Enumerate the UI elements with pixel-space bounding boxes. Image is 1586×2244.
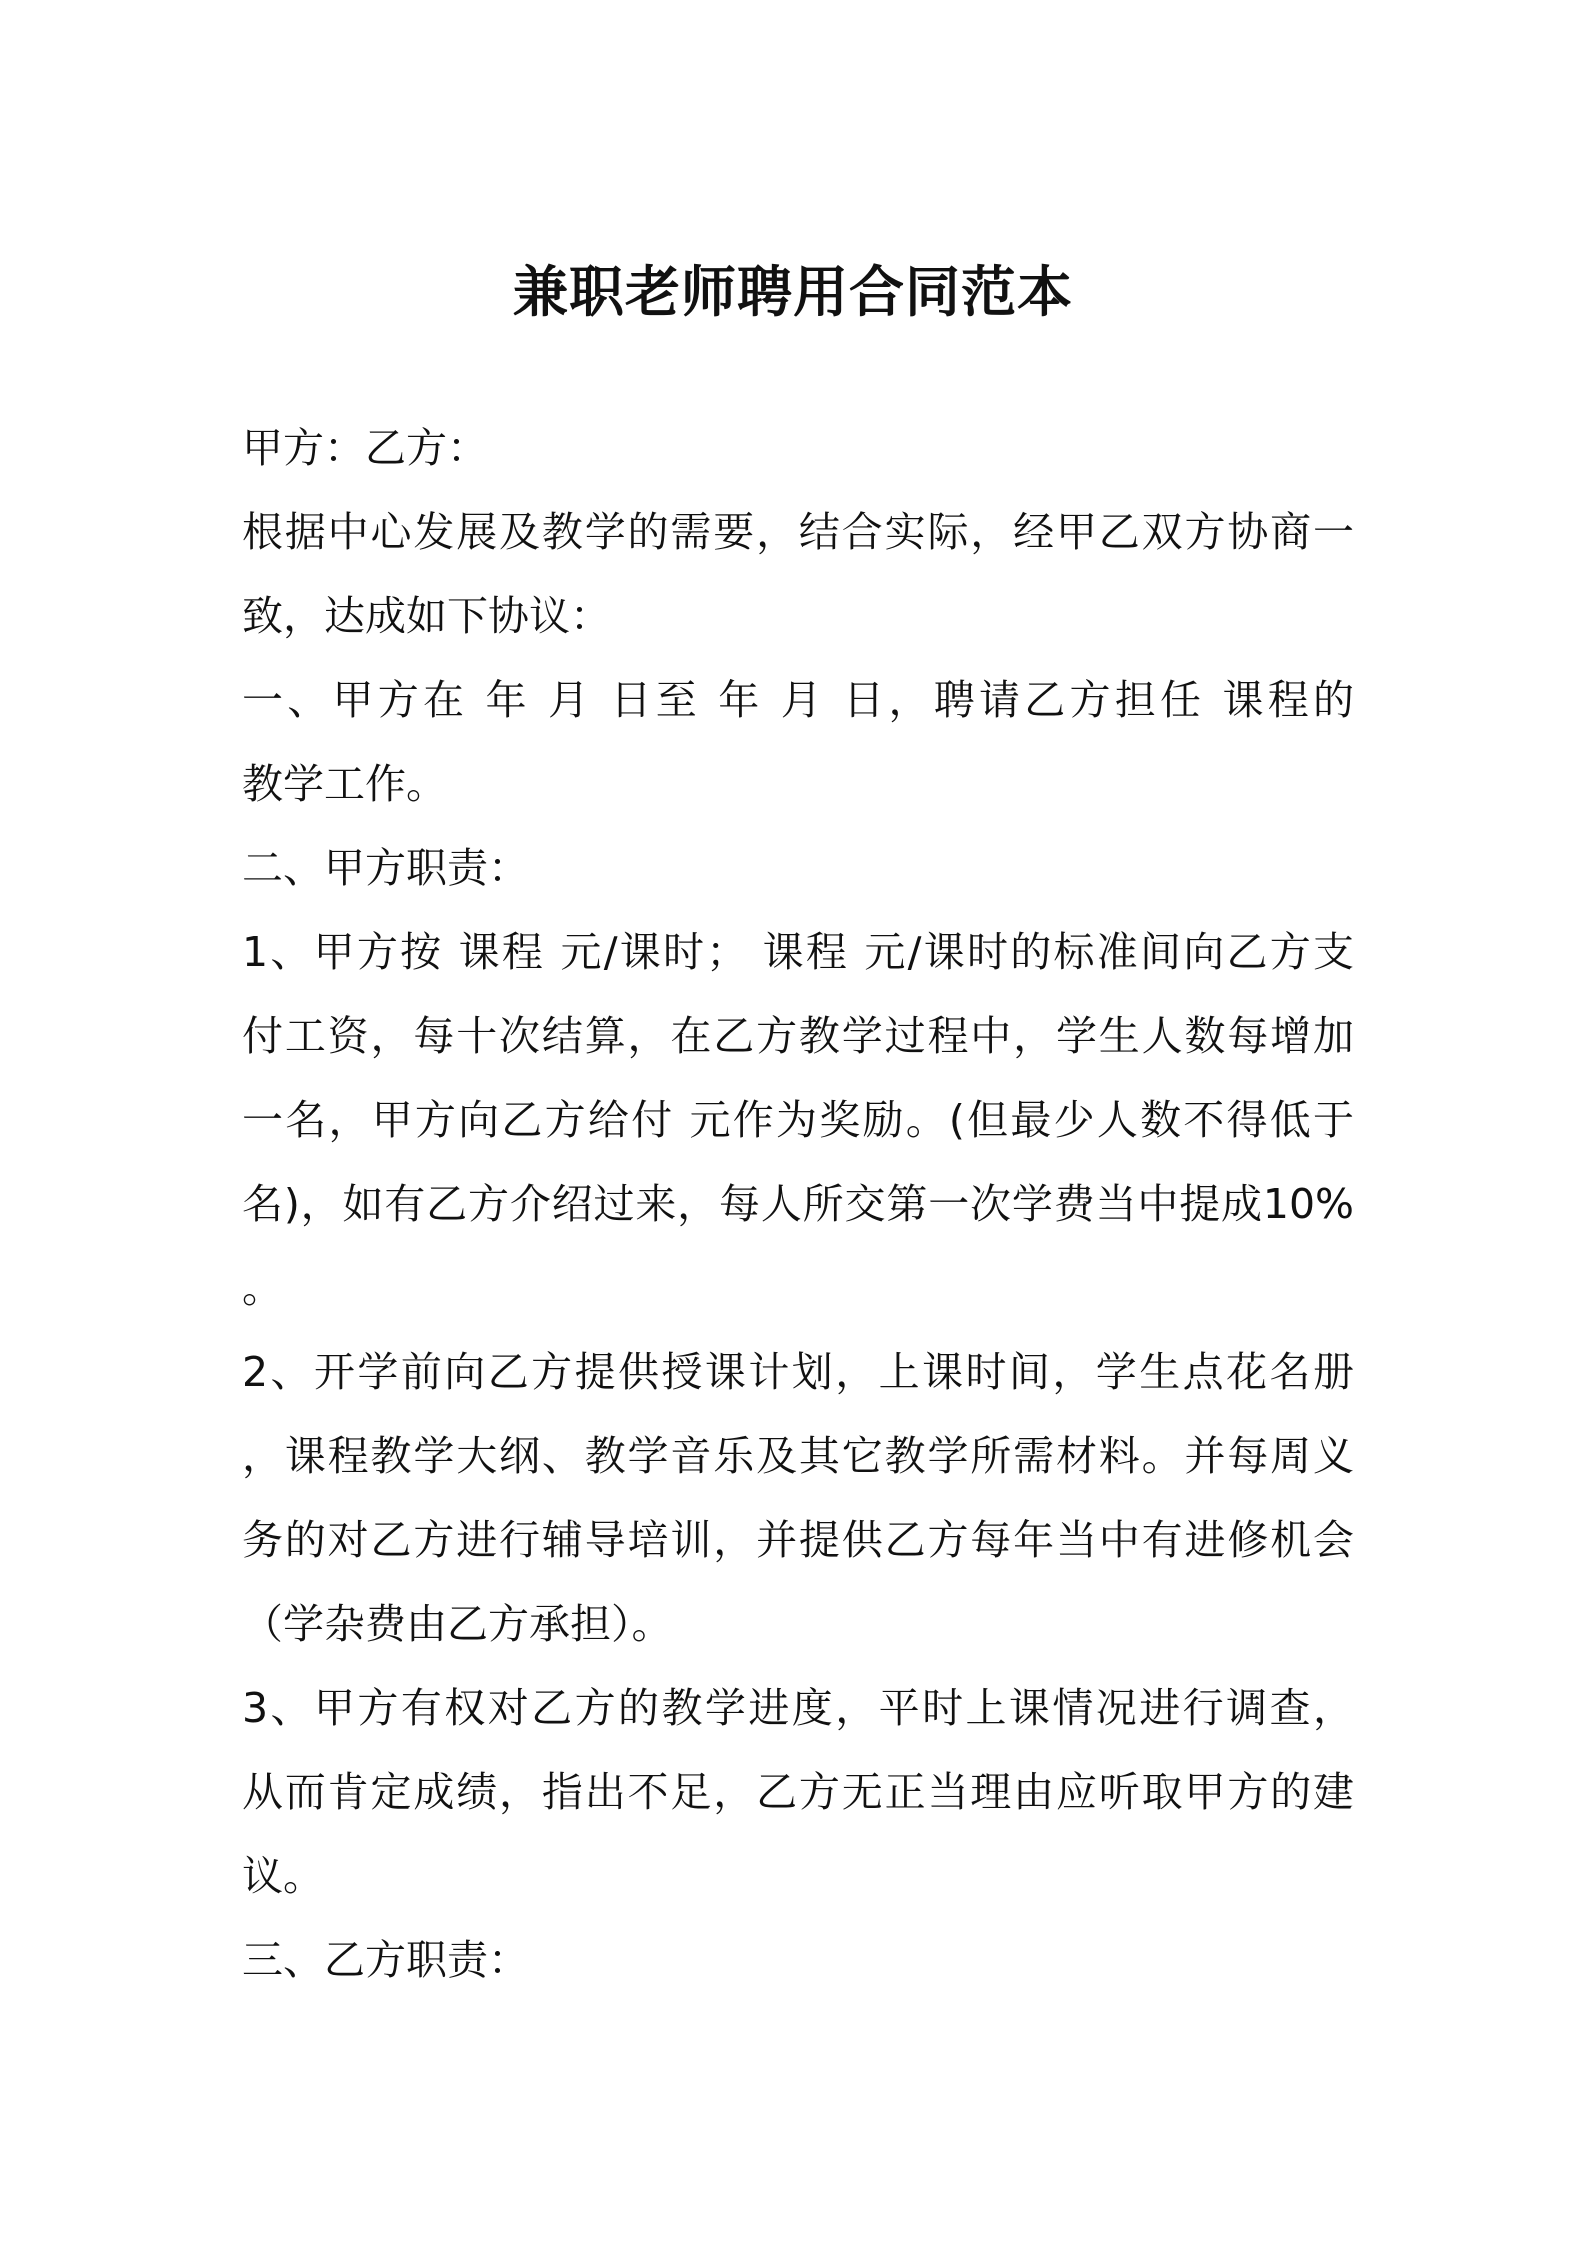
item-1-line-5: 。 [242,1264,283,1312]
item-2-line-1: 2、开学前向乙方提供授课计划，上课时间，学生点花名册 [242,1348,1354,1396]
item-1-line-1: 1、甲方按 课程 元/课时； 课程 元/课时的标准间向乙方支 [242,928,1354,976]
item-2-line-4: （学杂费由乙方承担）。 [242,1600,673,1648]
item-1-line-2: 付工资，每十次结算，在乙方教学过程中，学生人数每增加 [242,1012,1354,1060]
preamble-line-1: 根据中心发展及教学的需要，结合实际，经甲乙双方协商一 [242,508,1354,556]
item-3-line-1: 3、甲方有权对乙方的教学进度，平时上课情况进行调查， [242,1684,1354,1732]
document-title: 兼职老师聘用合同范本 [512,260,1073,324]
clause-1-line-2: 教学工作。 [242,760,447,808]
section-2-heading: 二、甲方职责： [242,844,529,892]
item-1-line-4: 名)，如有乙方介绍过来，每人所交第一次学费当中提成10% [242,1180,1354,1228]
parties-line: 甲方：乙方： [242,424,488,472]
item-3-line-3: 议。 [242,1852,324,1900]
preamble-line-2: 致，达成如下协议： [242,592,611,640]
document-body [242,406,1354,2002]
item-3-line-2: 从而肯定成绩，指出不足，乙方无正当理由应听取甲方的建 [242,1768,1354,1816]
section-3-heading: 三、乙方职责： [242,1936,529,1984]
item-2-line-3: 务的对乙方进行辅导培训，并提供乙方每年当中有进修机会 [242,1516,1354,1564]
item-2-line-2: ，课程教学大纲、教学音乐及其它教学所需材料。并每周义 [242,1432,1354,1480]
item-1-line-3: 一名，甲方向乙方给付 元作为奖励。(但最少人数不得低于 [242,1096,1354,1144]
clause-1-line-1: 一、甲方在 年 月 日至 年 月 日，聘请乙方担任 课程的 [242,676,1354,724]
